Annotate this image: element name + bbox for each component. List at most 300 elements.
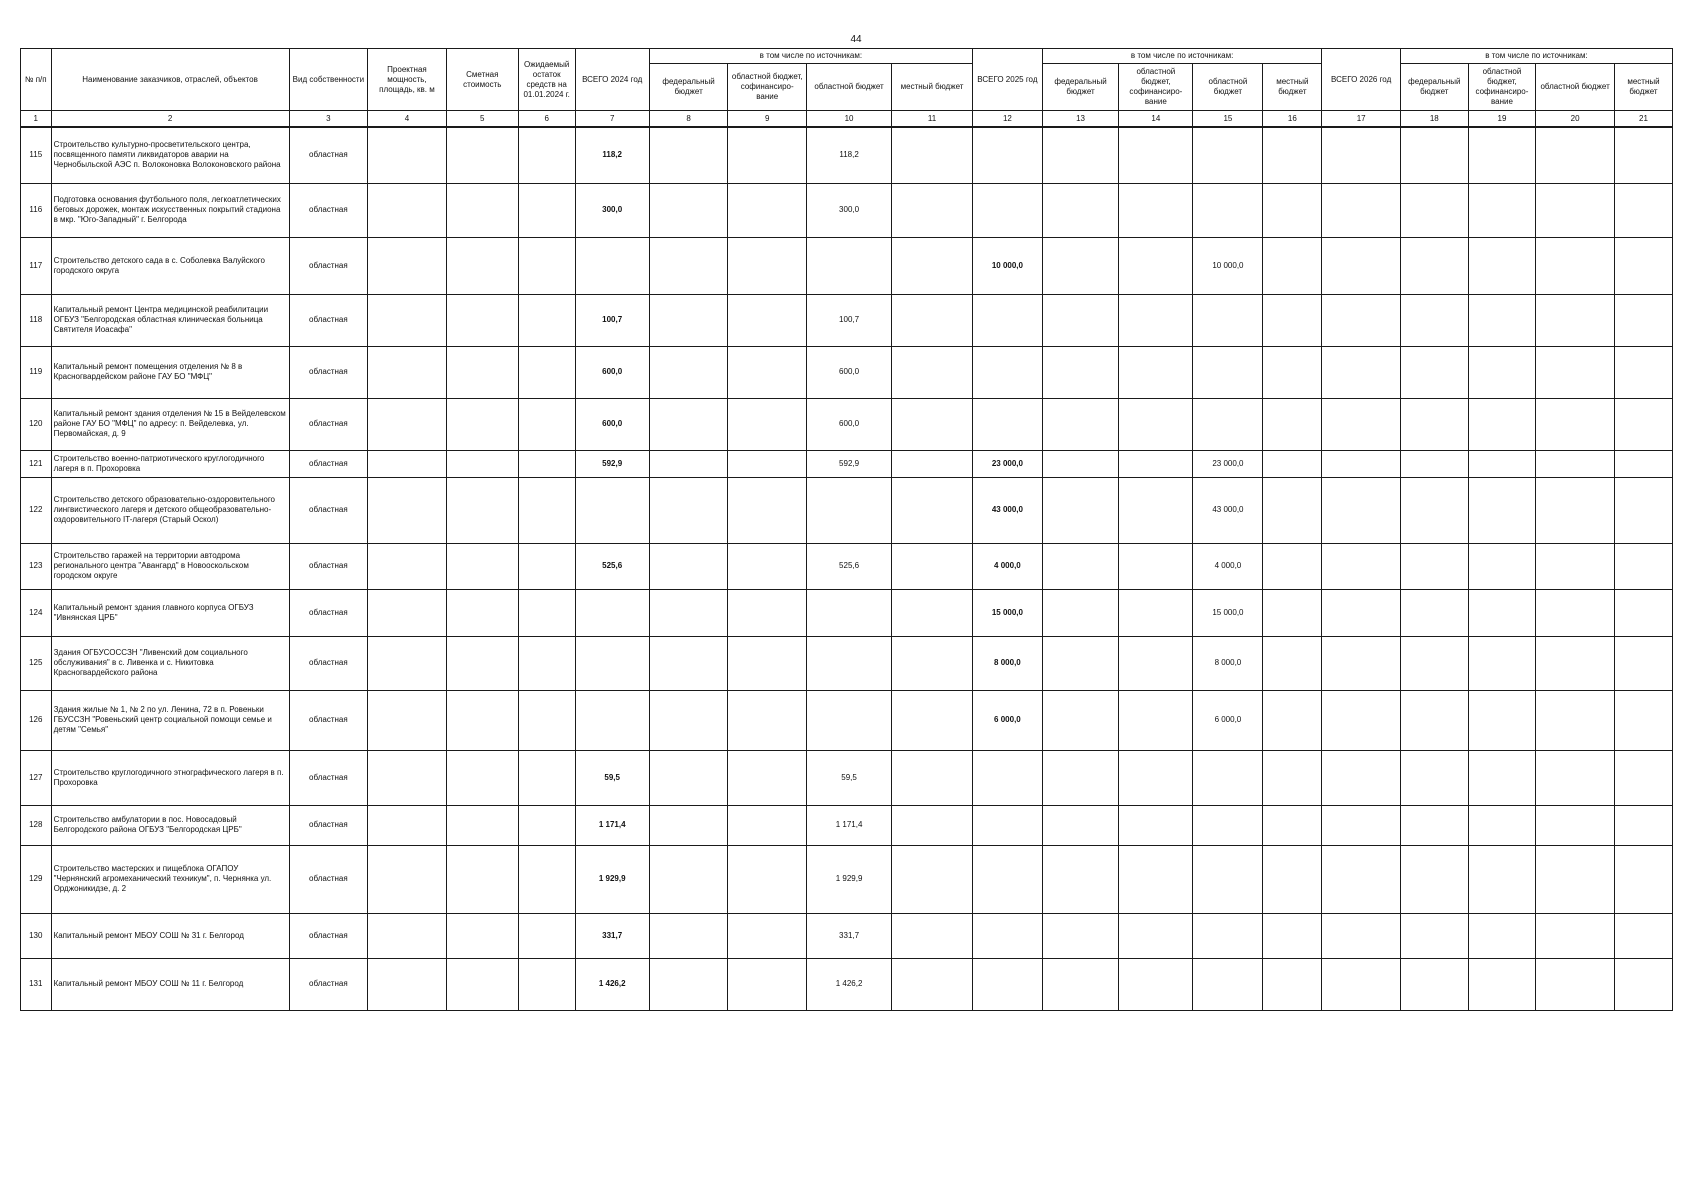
- empty-cell: [1263, 958, 1322, 1010]
- ownership-type: областная: [289, 398, 368, 450]
- empty-cell: [1263, 450, 1322, 477]
- empty-cell: [1263, 477, 1322, 543]
- regional-budget-2024: 1 426,2: [806, 958, 891, 1010]
- empty-cell: [368, 127, 447, 183]
- table-row: [21, 750, 1673, 805]
- object-name: Строительство детского сада в с. Соболевка Валуйского городского округа: [51, 237, 289, 294]
- object-name: Капитальный ремонт Центра медицинской реабилитации ОГБУЗ "Белгородская областная клиническая больница Святителя Иоасафа": [51, 294, 289, 346]
- regional-budget-2025: [1193, 398, 1263, 450]
- empty-cell: [446, 183, 518, 237]
- empty-cell: [1536, 183, 1615, 237]
- object-name: Строительство мастерских и пищеблока ОГАПОУ "Чернянский агромеханический техникум", п. Чернянка ул. Орджоникидзе, д. 2: [51, 845, 289, 913]
- empty-cell: [1468, 690, 1536, 750]
- empty-cell: [446, 477, 518, 543]
- header-sources-2026: в том числе по источникам:: [1400, 49, 1672, 64]
- regional-budget-2025: [1193, 294, 1263, 346]
- empty-cell: [649, 127, 728, 183]
- empty-cell: [518, 294, 575, 346]
- empty-cell: [368, 398, 447, 450]
- table-row: [21, 589, 1673, 636]
- table-body: [21, 127, 1673, 1010]
- table-row: [21, 690, 1673, 750]
- empty-cell: [892, 958, 973, 1010]
- regional-budget-2024: 100,7: [806, 294, 891, 346]
- total-2025: 15 000,0: [972, 589, 1042, 636]
- row-number: 117: [21, 237, 52, 294]
- ownership-type: областная: [289, 750, 368, 805]
- regional-budget-2024: 592,9: [806, 450, 891, 477]
- regional-budget-2024: 1 929,9: [806, 845, 891, 913]
- empty-cell: [728, 127, 807, 183]
- empty-cell: [649, 845, 728, 913]
- column-number: 8: [649, 111, 728, 128]
- object-name: Строительство военно-патриотического круглогодичного лагеря в п. Прохоровка: [51, 450, 289, 477]
- ownership-type: областная: [289, 958, 368, 1010]
- table-row: [21, 294, 1673, 346]
- empty-cell: [1536, 845, 1615, 913]
- empty-cell: [1614, 237, 1672, 294]
- empty-cell: [1322, 477, 1401, 543]
- ownership-type: областная: [289, 127, 368, 183]
- empty-cell: [1322, 294, 1401, 346]
- empty-cell: [1400, 477, 1468, 543]
- empty-cell: [518, 805, 575, 845]
- table-header: [21, 49, 1673, 128]
- empty-cell: [892, 477, 973, 543]
- empty-cell: [1468, 543, 1536, 589]
- empty-cell: [1536, 636, 1615, 690]
- empty-cell: [1322, 183, 1401, 237]
- empty-cell: [892, 636, 973, 690]
- row-number: 122: [21, 477, 52, 543]
- empty-cell: [1614, 750, 1672, 805]
- empty-cell: [1322, 958, 1401, 1010]
- empty-cell: [892, 589, 973, 636]
- empty-cell: [1614, 913, 1672, 958]
- table-row: [21, 398, 1673, 450]
- regional-budget-2024: [806, 237, 891, 294]
- total-2024: 331,7: [575, 913, 649, 958]
- total-2025: [972, 750, 1042, 805]
- ownership-type: областная: [289, 589, 368, 636]
- regional-budget-2025: 4 000,0: [1193, 543, 1263, 589]
- empty-cell: [728, 845, 807, 913]
- regional-budget-2024: 300,0: [806, 183, 891, 237]
- empty-cell: [1614, 845, 1672, 913]
- empty-cell: [1614, 477, 1672, 543]
- empty-cell: [728, 477, 807, 543]
- empty-cell: [892, 690, 973, 750]
- object-name: Капитальный ремонт здания главного корпуса ОГБУЗ "Ивнянская ЦРБ": [51, 589, 289, 636]
- empty-cell: [1322, 398, 1401, 450]
- empty-cell: [446, 398, 518, 450]
- ownership-type: областная: [289, 913, 368, 958]
- empty-cell: [1119, 183, 1193, 237]
- empty-cell: [1468, 398, 1536, 450]
- empty-cell: [1322, 845, 1401, 913]
- total-2024: 59,5: [575, 750, 649, 805]
- empty-cell: [1322, 450, 1401, 477]
- object-name: Капитальный ремонт здания отделения № 15 в Вейделевском районе ГАУ БО "МФЦ" по адресу: п. Вейделевка, ул. Первомайская, д. 9: [51, 398, 289, 450]
- header-regional-2026: областной бюджет: [1536, 64, 1615, 111]
- empty-cell: [368, 543, 447, 589]
- header-federal-2025: федеральный бюджет: [1042, 64, 1118, 111]
- empty-cell: [368, 690, 447, 750]
- empty-cell: [446, 845, 518, 913]
- object-name: Капитальный ремонт МБОУ СОШ № 31 г. Белгород: [51, 913, 289, 958]
- header-regional-2025: областной бюджет: [1193, 64, 1263, 111]
- total-2025: 10 000,0: [972, 237, 1042, 294]
- empty-cell: [728, 543, 807, 589]
- column-number: 1: [21, 111, 52, 128]
- empty-cell: [1400, 346, 1468, 398]
- empty-cell: [1042, 913, 1118, 958]
- row-number: 115: [21, 127, 52, 183]
- empty-cell: [368, 346, 447, 398]
- ownership-type: областная: [289, 183, 368, 237]
- total-2024: [575, 589, 649, 636]
- empty-cell: [1322, 589, 1401, 636]
- total-2024: [575, 477, 649, 543]
- regional-budget-2025: 6 000,0: [1193, 690, 1263, 750]
- empty-cell: [1400, 183, 1468, 237]
- empty-cell: [1263, 398, 1322, 450]
- regional-budget-2024: [806, 477, 891, 543]
- row-number: 124: [21, 589, 52, 636]
- column-number: 3: [289, 111, 368, 128]
- empty-cell: [1400, 589, 1468, 636]
- empty-cell: [649, 183, 728, 237]
- regional-budget-2025: [1193, 750, 1263, 805]
- total-2024: [575, 636, 649, 690]
- column-number: 21: [1614, 111, 1672, 128]
- empty-cell: [1322, 913, 1401, 958]
- object-name: Капитальный ремонт помещения отделения № 8 в Красногвардейском районе ГАУ БО "МФЦ": [51, 346, 289, 398]
- empty-cell: [1042, 690, 1118, 750]
- empty-cell: [728, 636, 807, 690]
- ownership-type: областная: [289, 477, 368, 543]
- total-2025: 43 000,0: [972, 477, 1042, 543]
- empty-cell: [1263, 589, 1322, 636]
- column-number: 4: [368, 111, 447, 128]
- regional-budget-2025: 15 000,0: [1193, 589, 1263, 636]
- total-2025: [972, 183, 1042, 237]
- header-regional-cofin-2025: областной бюджет, софинансиро-вание: [1119, 64, 1193, 111]
- row-number: 127: [21, 750, 52, 805]
- empty-cell: [1263, 636, 1322, 690]
- empty-cell: [518, 750, 575, 805]
- empty-cell: [1119, 805, 1193, 845]
- table-row: [21, 127, 1673, 183]
- empty-cell: [1536, 690, 1615, 750]
- empty-cell: [1468, 346, 1536, 398]
- object-name: Подготовка основания футбольного поля, легкоатлетических беговых дорожек, монтаж искусственных покрытий стадиона в мкр. "Юго-Западный" г. Белгорода: [51, 183, 289, 237]
- empty-cell: [649, 589, 728, 636]
- empty-cell: [518, 636, 575, 690]
- empty-cell: [1536, 913, 1615, 958]
- regional-budget-2024: [806, 690, 891, 750]
- empty-cell: [1536, 450, 1615, 477]
- empty-cell: [1400, 127, 1468, 183]
- total-2024: 592,9: [575, 450, 649, 477]
- regional-budget-2025: [1193, 913, 1263, 958]
- total-2025: [972, 913, 1042, 958]
- empty-cell: [1119, 346, 1193, 398]
- total-2024: 525,6: [575, 543, 649, 589]
- empty-cell: [446, 294, 518, 346]
- empty-cell: [446, 636, 518, 690]
- empty-cell: [368, 477, 447, 543]
- column-number: 10: [806, 111, 891, 128]
- empty-cell: [892, 450, 973, 477]
- empty-cell: [1119, 543, 1193, 589]
- empty-cell: [368, 805, 447, 845]
- regional-budget-2025: [1193, 346, 1263, 398]
- empty-cell: [1536, 750, 1615, 805]
- regional-budget-2024: 331,7: [806, 913, 891, 958]
- empty-cell: [1322, 636, 1401, 690]
- table-row: [21, 805, 1673, 845]
- empty-cell: [728, 346, 807, 398]
- ownership-type: областная: [289, 690, 368, 750]
- object-name: Строительство детского образовательно-оздоровительного лингвистического лагеря и детского общеобразовательно-оздоровительного IT-лагеря (Старый Оскол): [51, 477, 289, 543]
- header-local-2025: местный бюджет: [1263, 64, 1322, 111]
- table-row: [21, 477, 1673, 543]
- empty-cell: [649, 477, 728, 543]
- empty-cell: [1468, 450, 1536, 477]
- empty-cell: [1400, 958, 1468, 1010]
- empty-cell: [728, 294, 807, 346]
- empty-cell: [368, 183, 447, 237]
- empty-cell: [1536, 805, 1615, 845]
- regional-budget-2025: [1193, 845, 1263, 913]
- header-regional-cofin-2024: областной бюджет, софинансиро-вание: [728, 64, 807, 111]
- ownership-type: областная: [289, 805, 368, 845]
- header-estimate: Сметная стоимость: [446, 49, 518, 111]
- header-ownership: Вид собственности: [289, 49, 368, 111]
- row-number: 126: [21, 690, 52, 750]
- empty-cell: [1263, 346, 1322, 398]
- empty-cell: [649, 805, 728, 845]
- empty-cell: [1400, 805, 1468, 845]
- empty-cell: [1042, 294, 1118, 346]
- ownership-type: областная: [289, 237, 368, 294]
- header-federal-2026: федеральный бюджет: [1400, 64, 1468, 111]
- empty-cell: [368, 636, 447, 690]
- empty-cell: [1119, 958, 1193, 1010]
- row-number: 116: [21, 183, 52, 237]
- empty-cell: [368, 958, 447, 1010]
- header-total-2024: ВСЕГО 2024 год: [575, 49, 649, 111]
- total-2025: [972, 845, 1042, 913]
- row-number: 131: [21, 958, 52, 1010]
- regional-budget-2025: [1193, 958, 1263, 1010]
- empty-cell: [368, 845, 447, 913]
- empty-cell: [446, 913, 518, 958]
- empty-cell: [1119, 398, 1193, 450]
- empty-cell: [1614, 805, 1672, 845]
- total-2024: 1 171,4: [575, 805, 649, 845]
- empty-cell: [892, 845, 973, 913]
- empty-cell: [1322, 237, 1401, 294]
- empty-cell: [1263, 845, 1322, 913]
- empty-cell: [368, 294, 447, 346]
- empty-cell: [1119, 477, 1193, 543]
- empty-cell: [1468, 183, 1536, 237]
- regional-budget-2025: 23 000,0: [1193, 450, 1263, 477]
- object-name: Строительство культурно-просветительского центра, посвященного памяти ликвидаторов аварии на Чернобыльской АЭС п. Волоконовка Волоконовского района: [51, 127, 289, 183]
- empty-cell: [728, 237, 807, 294]
- ownership-type: областная: [289, 845, 368, 913]
- object-name: Строительство круглогодичного этнографического лагеря в п. Прохоровка: [51, 750, 289, 805]
- empty-cell: [892, 398, 973, 450]
- empty-cell: [649, 543, 728, 589]
- empty-cell: [1468, 958, 1536, 1010]
- object-name: Капитальный ремонт МБОУ СОШ № 11 г. Белгород: [51, 958, 289, 1010]
- empty-cell: [1468, 477, 1536, 543]
- empty-cell: [649, 294, 728, 346]
- empty-cell: [1536, 398, 1615, 450]
- ownership-type: областная: [289, 346, 368, 398]
- empty-cell: [518, 958, 575, 1010]
- empty-cell: [1119, 450, 1193, 477]
- column-number: 13: [1042, 111, 1118, 128]
- empty-cell: [1042, 805, 1118, 845]
- regional-budget-2024: 118,2: [806, 127, 891, 183]
- empty-cell: [1119, 589, 1193, 636]
- empty-cell: [1400, 913, 1468, 958]
- total-2024: 118,2: [575, 127, 649, 183]
- empty-cell: [892, 237, 973, 294]
- empty-cell: [1468, 237, 1536, 294]
- empty-cell: [1536, 346, 1615, 398]
- regional-budget-2024: 600,0: [806, 346, 891, 398]
- column-number: 16: [1263, 111, 1322, 128]
- empty-cell: [1042, 183, 1118, 237]
- total-2025: 8 000,0: [972, 636, 1042, 690]
- empty-cell: [1468, 127, 1536, 183]
- empty-cell: [1042, 958, 1118, 1010]
- empty-cell: [518, 913, 575, 958]
- empty-cell: [446, 237, 518, 294]
- empty-cell: [518, 398, 575, 450]
- regional-budget-2025: 43 000,0: [1193, 477, 1263, 543]
- empty-cell: [518, 589, 575, 636]
- table-row: [21, 346, 1673, 398]
- empty-cell: [728, 958, 807, 1010]
- empty-cell: [1119, 294, 1193, 346]
- total-2024: 100,7: [575, 294, 649, 346]
- empty-cell: [1536, 589, 1615, 636]
- empty-cell: [1263, 294, 1322, 346]
- empty-cell: [649, 750, 728, 805]
- empty-cell: [1614, 690, 1672, 750]
- empty-cell: [1263, 690, 1322, 750]
- header-sources-2024: в том числе по источникам:: [649, 49, 972, 64]
- empty-cell: [892, 750, 973, 805]
- ownership-type: областная: [289, 543, 368, 589]
- empty-cell: [518, 183, 575, 237]
- empty-cell: [1614, 346, 1672, 398]
- empty-cell: [446, 805, 518, 845]
- column-number: 5: [446, 111, 518, 128]
- regional-budget-2024: 59,5: [806, 750, 891, 805]
- empty-cell: [1614, 589, 1672, 636]
- row-number: 129: [21, 845, 52, 913]
- budget-table: [20, 48, 1673, 1011]
- empty-cell: [518, 346, 575, 398]
- table-row: [21, 636, 1673, 690]
- empty-cell: [728, 690, 807, 750]
- empty-cell: [1400, 450, 1468, 477]
- empty-cell: [1042, 750, 1118, 805]
- empty-cell: [1119, 913, 1193, 958]
- empty-cell: [368, 237, 447, 294]
- empty-cell: [1614, 543, 1672, 589]
- regional-budget-2025: [1193, 805, 1263, 845]
- empty-cell: [446, 543, 518, 589]
- empty-cell: [1119, 750, 1193, 805]
- column-number: 2: [51, 111, 289, 128]
- regional-budget-2024: 525,6: [806, 543, 891, 589]
- empty-cell: [1400, 690, 1468, 750]
- empty-cell: [1400, 398, 1468, 450]
- empty-cell: [1536, 958, 1615, 1010]
- empty-cell: [446, 589, 518, 636]
- empty-cell: [1322, 127, 1401, 183]
- empty-cell: [368, 450, 447, 477]
- empty-cell: [892, 913, 973, 958]
- empty-cell: [1119, 636, 1193, 690]
- column-number: 20: [1536, 111, 1615, 128]
- empty-cell: [1042, 636, 1118, 690]
- empty-cell: [1042, 450, 1118, 477]
- column-number: 18: [1400, 111, 1468, 128]
- empty-cell: [1468, 636, 1536, 690]
- empty-cell: [446, 690, 518, 750]
- empty-cell: [1468, 589, 1536, 636]
- header-regional-cofin-2026: областной бюджет, софинансиро-вание: [1468, 64, 1536, 111]
- total-2025: 4 000,0: [972, 543, 1042, 589]
- total-2025: 23 000,0: [972, 450, 1042, 477]
- empty-cell: [446, 346, 518, 398]
- empty-cell: [518, 237, 575, 294]
- total-2024: [575, 237, 649, 294]
- empty-cell: [728, 183, 807, 237]
- empty-cell: [649, 346, 728, 398]
- object-name: Строительство амбулатории в пос. Новосадовый Белгородского района ОГБУЗ "Белгородская ЦРБ": [51, 805, 289, 845]
- empty-cell: [1042, 589, 1118, 636]
- row-number: 130: [21, 913, 52, 958]
- regional-budget-2025: [1193, 127, 1263, 183]
- header-capacity: Проектная мощность, площадь, кв. м: [368, 49, 447, 111]
- empty-cell: [446, 958, 518, 1010]
- total-2025: [972, 294, 1042, 346]
- column-number: 12: [972, 111, 1042, 128]
- empty-cell: [1468, 750, 1536, 805]
- header-total-2025: ВСЕГО 2025 год: [972, 49, 1042, 111]
- empty-cell: [1536, 127, 1615, 183]
- empty-cell: [1042, 477, 1118, 543]
- header-federal-2024: федеральный бюджет: [649, 64, 728, 111]
- header-n: № п/п: [21, 49, 52, 111]
- column-number: 6: [518, 111, 575, 128]
- empty-cell: [1263, 183, 1322, 237]
- empty-cell: [649, 237, 728, 294]
- empty-cell: [518, 690, 575, 750]
- row-number: 119: [21, 346, 52, 398]
- table-row: [21, 913, 1673, 958]
